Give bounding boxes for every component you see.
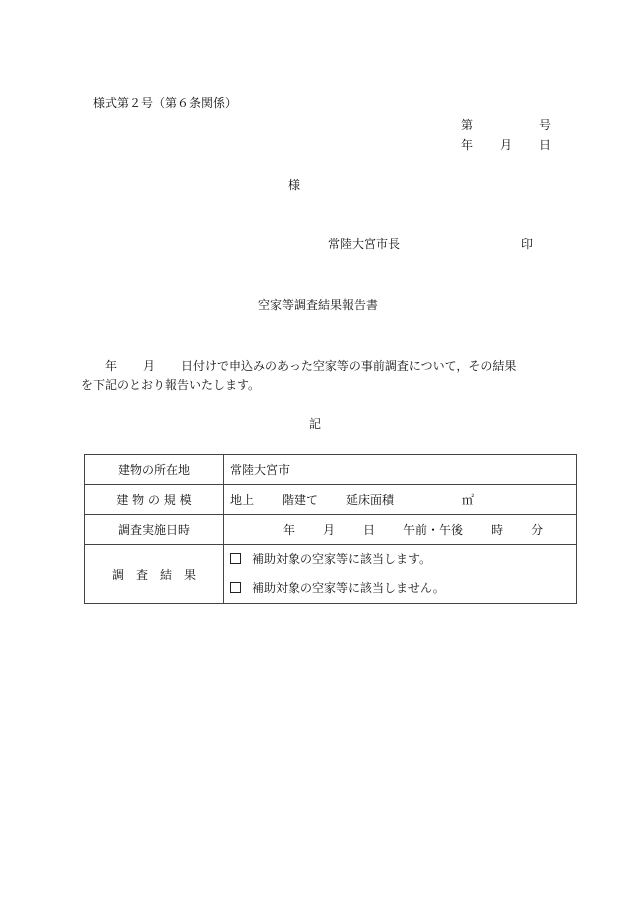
scale-label: 建 物 の 規 模 bbox=[85, 485, 224, 515]
floor-area-label: 延床面積 bbox=[346, 493, 395, 507]
survey-result-table bbox=[84, 454, 577, 604]
date-day-label: 日 bbox=[539, 138, 552, 152]
result-option-label: 補助対象の空家等に該当しません。 bbox=[252, 581, 445, 595]
location-value: 常陸大宮市 bbox=[224, 455, 577, 485]
ki-marker: 記 bbox=[309, 417, 322, 431]
addressee-honorific: 様 bbox=[288, 178, 301, 192]
result-options bbox=[224, 545, 577, 604]
result-label: 調 査 結 果 bbox=[85, 545, 224, 604]
result-option-label: 補助対象の空家等に該当します。 bbox=[252, 552, 432, 566]
body-paragraph-line-2: を下記のとおり報告いたします。 bbox=[81, 378, 261, 392]
survey-year-label: 年 bbox=[283, 523, 296, 537]
body-year-label: 年 bbox=[105, 359, 118, 373]
date-month-label: 月 bbox=[500, 138, 513, 152]
form-number: 様式第２号（第６条関係） bbox=[93, 96, 238, 110]
date-year-label: 年 bbox=[461, 138, 474, 152]
scale-value bbox=[224, 485, 577, 515]
result-option-applicable[interactable] bbox=[230, 545, 576, 574]
document-number-prefix: 第 bbox=[461, 118, 474, 132]
table-row-survey-datetime bbox=[85, 515, 577, 545]
body-paragraph-line-1 bbox=[105, 360, 516, 372]
area-unit: ㎡ bbox=[462, 493, 475, 507]
survey-hour-label: 時 bbox=[491, 523, 504, 537]
survey-datetime-label: 調査実施日時 bbox=[85, 515, 224, 545]
survey-day-label: 日 bbox=[363, 523, 376, 537]
location-label: 建物の所在地 bbox=[85, 455, 224, 485]
survey-minute-label: 分 bbox=[531, 523, 544, 537]
seal-mark: 印 bbox=[521, 237, 534, 251]
result-option-not-applicable[interactable] bbox=[230, 574, 576, 603]
table-row-scale bbox=[85, 485, 577, 515]
body-line-1-text: 日付けで申込みのあった空家等の事前調査について，その結果 bbox=[181, 359, 517, 373]
above-ground-label: 地上 bbox=[230, 493, 255, 507]
survey-datetime-value bbox=[224, 515, 577, 545]
table-row-location bbox=[85, 455, 577, 485]
survey-month-label: 月 bbox=[323, 523, 336, 537]
floors-label: 階建て bbox=[282, 493, 319, 507]
checkbox-icon[interactable] bbox=[230, 582, 241, 593]
sender-title: 常陸大宮市長 bbox=[328, 237, 401, 251]
body-month-label: 月 bbox=[143, 359, 156, 373]
survey-ampm-label: 午前・午後 bbox=[403, 523, 464, 537]
table-row-result bbox=[85, 545, 577, 604]
checkbox-icon[interactable] bbox=[230, 553, 241, 564]
document-title: 空家等調査結果報告書 bbox=[258, 298, 379, 312]
document-number-suffix: 号 bbox=[539, 118, 552, 132]
